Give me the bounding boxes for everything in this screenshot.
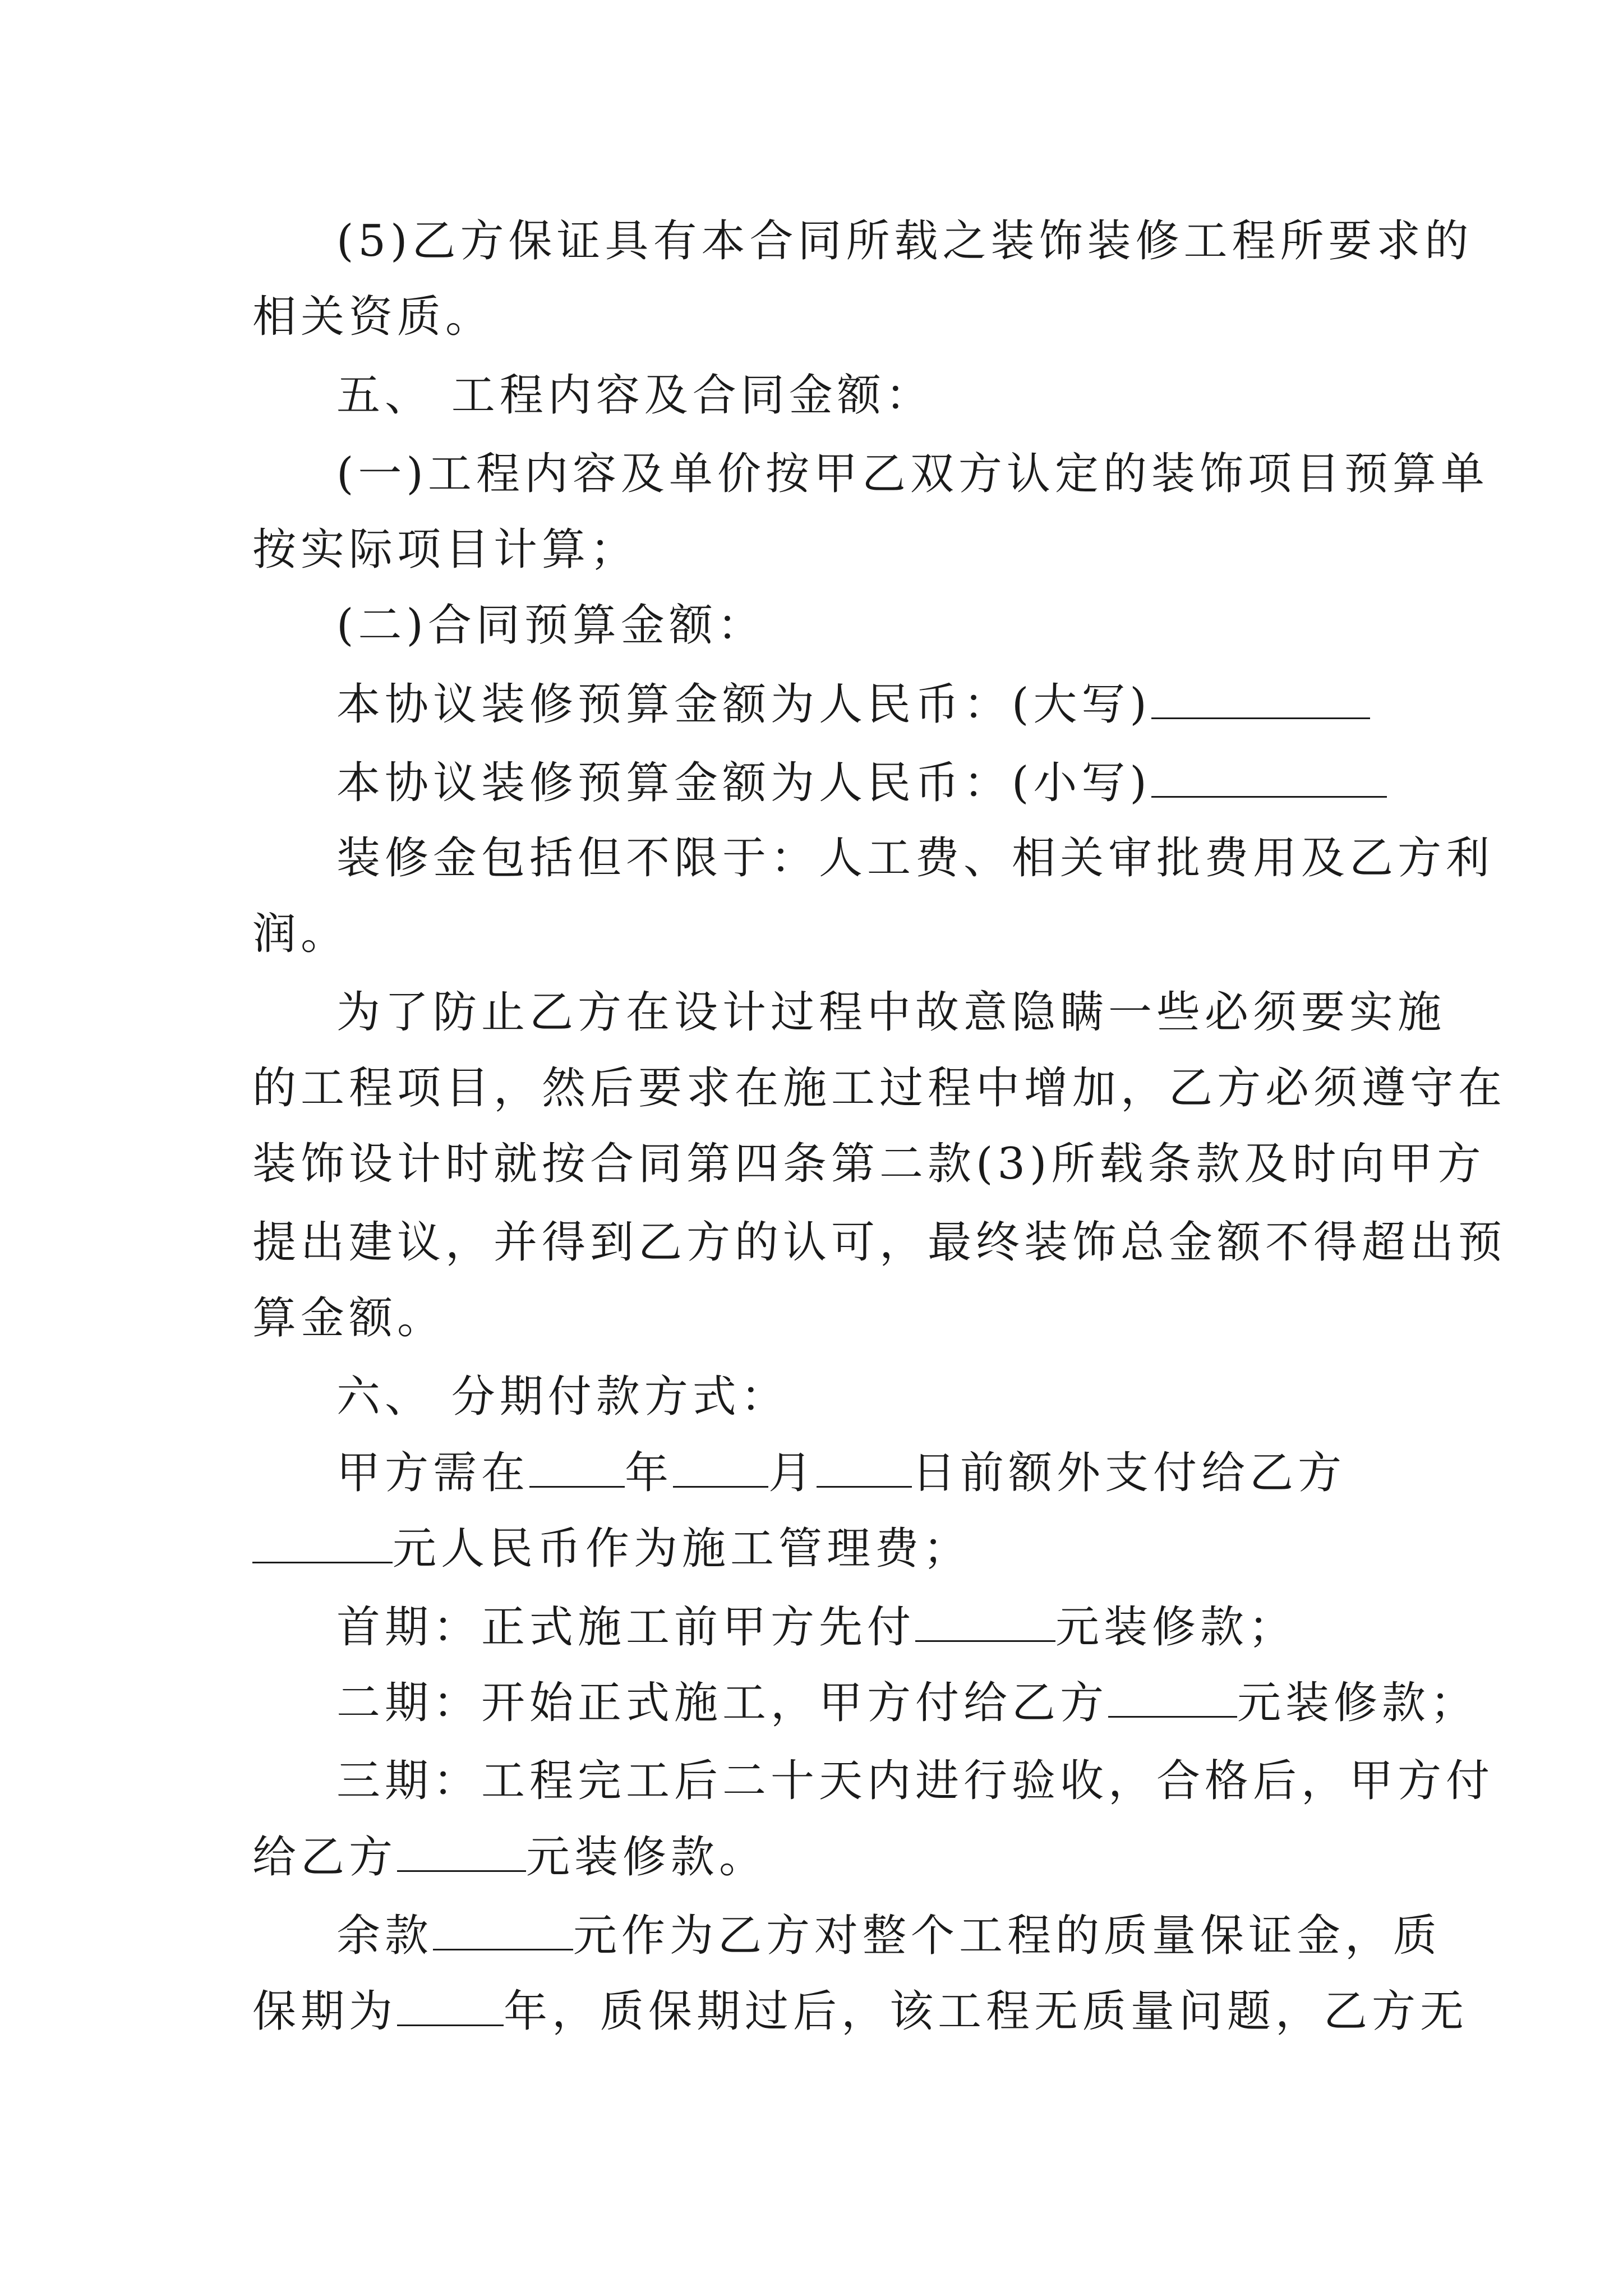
text-fragment: 余款 <box>336 1911 434 1962</box>
text-fragment: 年 <box>625 1448 674 1499</box>
paragraph-line: 相关资质。 <box>252 292 494 342</box>
text-fragment: 元作为乙方对整个工程的质量保证金，质 <box>573 1911 1442 1962</box>
text-fragment: 元装修款； <box>1055 1602 1297 1653</box>
text-fragment: 首期：正式施工前甲方先付 <box>336 1602 916 1653</box>
paragraph-line: 按实际项目计算； <box>252 524 639 575</box>
year-blank <box>529 1444 625 1488</box>
paragraph-line: 装修金包括但不限于：人工费、相关审批费用及乙方利 <box>336 833 1495 884</box>
text-fragment: 元人民币作为施工管理费； <box>393 1524 972 1575</box>
amount-blank <box>915 1599 1055 1642</box>
amount-blank <box>1108 1674 1237 1718</box>
paragraph-line: 算金额。 <box>252 1293 446 1343</box>
payment-second-line <box>336 1674 1478 1731</box>
amount-blank <box>1151 676 1370 719</box>
years-blank <box>397 1983 504 2026</box>
paragraph-line: 装饰设计时就按合同第四条第二款(3)所载条款及时向甲方 <box>252 1139 1486 1189</box>
payment-first-line <box>336 1599 1297 1655</box>
budget-line-lowercase <box>336 754 1387 811</box>
text-fragment: 保期为 <box>252 1986 398 2037</box>
budget-label: 本协议装修预算金额为人民币：(大写) <box>336 679 1151 730</box>
text-fragment: 甲方需在 <box>336 1448 530 1499</box>
budget-label: 本协议装修预算金额为人民币：(小写) <box>336 758 1151 809</box>
payment-third-line: 三期：工程完工后二十天内进行验收，合格后，甲方付 <box>336 1756 1495 1806</box>
payment-third-line <box>252 1829 767 1885</box>
paragraph-line: 的工程项目，然后要求在施工过程中增加，乙方必须遵守在 <box>252 1063 1507 1114</box>
budget-line-uppercase <box>336 676 1370 733</box>
text-fragment: 年，质保期过后，该工程无质量问题，乙方无 <box>504 1986 1469 2037</box>
amount-blank <box>433 1907 573 1950</box>
installment-intro-line <box>336 1444 1346 1501</box>
text-fragment: 给乙方 <box>252 1832 398 1883</box>
balance-line <box>252 1983 1468 2040</box>
month-blank <box>673 1444 768 1488</box>
balance-line <box>336 1907 1441 1964</box>
installment-intro-line <box>252 1520 971 1577</box>
paragraph-line: 提出建议，并得到乙方的认可，最终装饰总金额不得超出预 <box>252 1217 1507 1268</box>
day-blank <box>817 1444 912 1488</box>
section-heading: 六、 分期付款方式： <box>336 1372 789 1422</box>
text-fragment: 二期：开始正式施工，甲方付给乙方 <box>336 1678 1109 1729</box>
text-fragment: 元装修款。 <box>526 1832 768 1883</box>
paragraph-line: 润。 <box>252 909 349 959</box>
paragraph-line: (5)乙方保证具有本合同所载之装饰装修工程所要求的 <box>336 216 1473 266</box>
section-heading: 五、 工程内容及合同金额： <box>336 370 934 421</box>
paragraph-line: 为了防止乙方在设计过程中故意隐瞒一些必须要实施 <box>336 987 1446 1038</box>
amount-blank <box>397 1829 526 1872</box>
text-fragment: 元装修款； <box>1237 1678 1479 1729</box>
text-fragment: 月 <box>768 1448 817 1499</box>
paragraph-line: (二)合同预算金额： <box>336 600 766 651</box>
amount-blank <box>1151 754 1387 798</box>
text-fragment: 日前额外支付给乙方 <box>912 1448 1347 1499</box>
paragraph-line: (一)工程内容及单价按甲乙双方认定的装饰项目预算单 <box>336 449 1489 499</box>
amount-blank <box>252 1520 393 1563</box>
